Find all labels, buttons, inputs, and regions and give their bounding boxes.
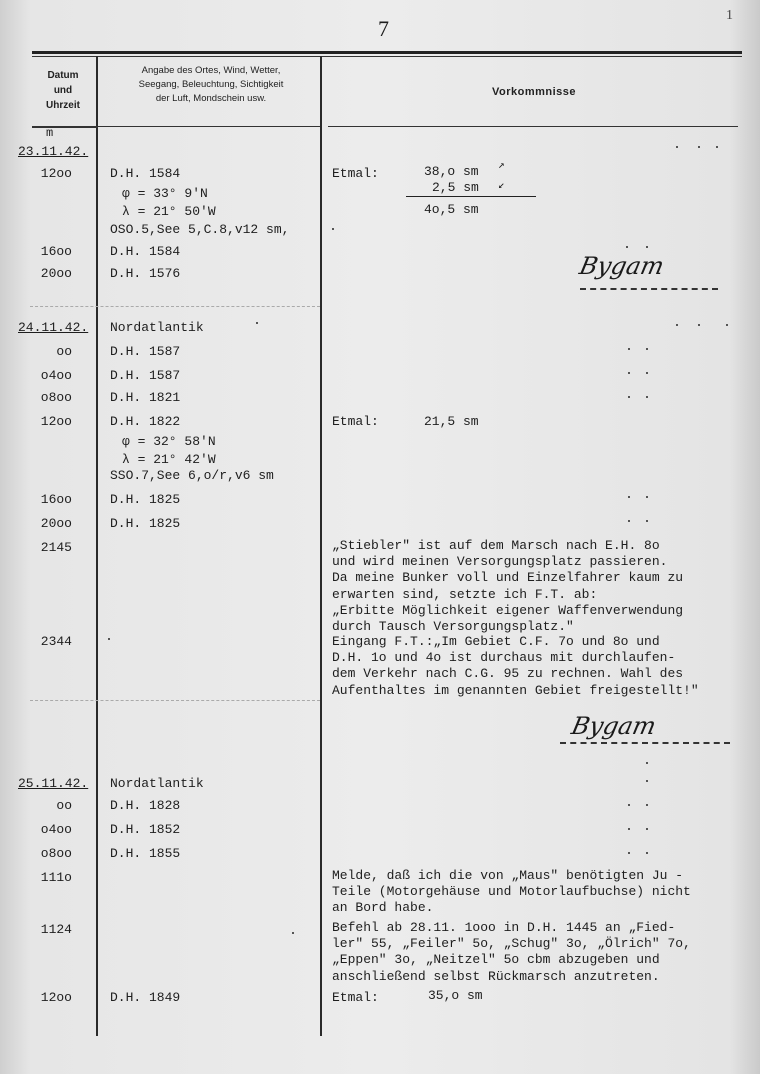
margin-dot [646,246,648,248]
commander-signature: Bygam [569,712,659,740]
entry-position: D.H. 1587 [110,344,181,359]
margin-dot [646,780,648,782]
entry-longitude: λ = 21° 42'W [122,452,216,467]
entry-position: D.H. 1587 [110,368,181,383]
margin-dot [646,828,648,830]
day-date: 25.11.42. [18,776,89,791]
day-location: Nordatlantik [110,320,204,335]
etmal-value: 35,o sm [428,988,483,1003]
event-line: Teile (Motorgehäuse und Motorlaufbuchse) nicht [332,884,691,900]
header-place-line: der Luft, Mondschein usw. [155,93,267,104]
day-location: Nordatlantik [110,776,204,791]
signature-dotted-line [560,742,730,744]
entry-position: D.H. 1584 [110,166,181,181]
entry-time: 12oo [40,166,72,181]
margin-dot [628,852,630,854]
margin-dot [646,520,648,522]
corner-mark: 1 [726,8,733,23]
entry-time: o8oo [40,390,72,405]
event-text [332,920,691,985]
entry-time: 20oo [40,516,72,531]
header-place-line: Angabe des Ortes, Wind, Wetter, [141,65,281,76]
etmal-total: 4o,5 sm [424,202,479,217]
header-place-column [104,64,318,106]
entry-time: 16oo [40,492,72,507]
etmal-value: 2,5 sm [432,180,479,195]
margin-dot [646,496,648,498]
event-line: erwarten sind, setzte ich F.T. ab: [332,586,598,602]
top-thick-rule [32,51,742,54]
margin-dot [726,324,728,326]
margin-dot [626,246,628,248]
commander-signature: Bygam [577,252,667,280]
entry-position: D.H. 1825 [110,492,181,507]
entry-time: 20oo [40,266,72,281]
header-underline-events [328,126,738,127]
event-line: anschließend selbst Rückmarsch anzutreten. [332,968,660,984]
margin-dot [646,852,648,854]
entry-position: D.H. 1852 [110,822,181,837]
margin-dot [108,638,110,640]
header-underline-place [98,126,320,127]
header-place-line: Seegang, Beleuchtung, Sichtigkeit [138,79,284,90]
entry-position: D.H. 1584 [110,244,181,259]
margin-dot [716,146,718,148]
event-text [332,634,699,699]
event-line: Da meine Bunker voll und Einzelfahrer kaum zu [332,570,684,586]
margin-dot [698,324,700,326]
arrow-down-icon: ↙ [498,180,505,192]
margin-dot [628,520,630,522]
event-line: an Bord habe. [332,900,434,916]
event-line: „Eppen" 3o, „Neitzel" 5o cbm abzugeben und [332,952,660,968]
margin-dot [628,496,630,498]
etmal-label: Etmal: [332,166,379,181]
entry-time: 12oo [40,990,72,1005]
header-date-column [30,68,96,113]
event-line: D.H. 1o und 4o ist durchaus mit durchlaufen- [332,650,676,666]
entry-time: 111o [40,870,72,885]
event-line: Eingang F.T.:„Im Gebiet C.F. 7o und 8o und [332,634,660,649]
day-date: 23.11.42. [18,144,89,159]
entry-time: o4oo [40,368,72,383]
event-line: Befehl ab 28.11. 1ooo in D.H. 1445 an „Fied- [332,920,676,935]
entry-time: oo [56,798,72,813]
etmal-label: Etmal: [332,414,379,429]
entry-time: 1124 [40,922,72,937]
margin-dot [676,324,678,326]
margin-dot [628,396,630,398]
event-line: ler" 55, „Feiler" 5o, „Schug" 3o, „Ölrich" 7o, [332,936,691,952]
top-thin-rule [32,56,742,57]
entry-position: D.H. 1825 [110,516,181,531]
margin-dot [676,146,678,148]
etmal-value: 38,o sm [424,164,479,179]
header-underline-date [32,126,98,128]
entry-time: 12oo [40,414,72,429]
etmal-label: Etmal: [332,990,379,1005]
header-date-line: Uhrzeit [46,100,80,111]
event-line: und wird meinen Versorgungsplatz passieren. [332,554,668,570]
page-number: 7 [378,16,389,41]
event-line: „Stiebler" ist auf dem Marsch nach E.H. 8o [332,538,660,553]
margin-dot [628,372,630,374]
event-text [332,868,691,917]
event-line: durch Tausch Versorgungsplatz." [332,619,574,635]
margin-dot [646,396,648,398]
arrow-up-icon: ↗ [498,160,505,172]
margin-dot [292,932,294,934]
entry-position: D.H. 1821 [110,390,181,405]
etmal-value: 21,5 sm [424,414,479,429]
entry-time: oo [56,344,72,359]
entry-position: D.H. 1849 [110,990,181,1005]
event-line: dem Verkehr nach C.G. 95 zu rechnen. Wahl des [332,666,684,682]
entry-weather: SSO.7,See 6,o/r,v6 sm [110,468,274,483]
margin-dot [646,348,648,350]
event-line: „Erbitte Möglichkeit eigener Waffenverwendung [332,602,684,618]
row-separator [30,306,320,307]
day-date: 24.11.42. [18,320,89,335]
entry-time: o8oo [40,846,72,861]
row-separator [30,700,320,701]
struck-handwritten-mark: m [46,126,54,140]
column-divider-date [96,56,98,1036]
event-line: Melde, daß ich die von „Maus" benötigten Ju - [332,868,684,883]
column-divider-place [320,56,322,1036]
entry-latitude: φ = 33° 9'N [122,186,208,201]
entry-position: D.H. 1576 [110,266,181,281]
entry-position: D.H. 1855 [110,846,181,861]
margin-dot [646,762,648,764]
entry-latitude: φ = 32° 58'N [122,434,216,449]
entry-weather: OSO.5,See 5,C.8,v12 sm, [110,222,290,237]
margin-dot [628,804,630,806]
margin-dot [256,322,258,324]
margin-dot [646,372,648,374]
entry-position: D.H. 1822 [110,414,181,429]
entry-position: D.H. 1828 [110,798,181,813]
margin-dot [646,804,648,806]
entry-time: 2344 [40,634,72,649]
margin-dot [332,228,334,230]
event-line: Aufenthaltes im genannten Gebiet freigestellt!" [332,682,699,698]
sum-rule [406,196,536,197]
header-events-column: Vorkommnisse [491,86,577,98]
entry-time: o4oo [40,822,72,837]
signature-dotted-line [580,288,718,290]
header-date-line: Datum [47,70,79,81]
event-text [332,538,683,635]
header-date-line: und [53,85,73,96]
entry-time: 2145 [40,540,72,555]
margin-dot [698,146,700,148]
entry-time: 16oo [40,244,72,259]
margin-dot [628,828,630,830]
margin-dot [628,348,630,350]
entry-longitude: λ = 21° 50'W [122,204,216,219]
